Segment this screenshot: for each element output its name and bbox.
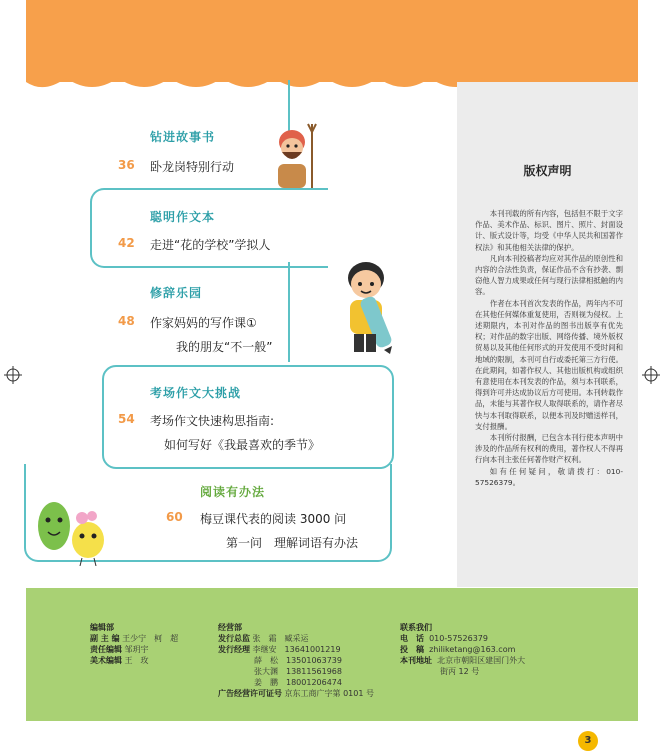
section-title: 修辞乐园: [150, 286, 203, 300]
page-number-label: 60: [166, 510, 183, 524]
section-title: 阅读有办法: [200, 485, 266, 499]
page-number-label: 48: [118, 314, 135, 328]
page-number-label: 54: [118, 412, 135, 426]
masthead-row: 张大渊 13811561968: [254, 667, 342, 676]
business-section: [218, 622, 374, 699]
contact-heading: 联系我们: [400, 623, 432, 632]
editorial-heading: 编辑部: [90, 623, 114, 632]
copyright-paragraph: 如有任何疑问，敬请拨打：010-57526379。: [475, 466, 623, 487]
boy-with-pencil-illustration: [338, 258, 410, 358]
page-number-label: 42: [118, 236, 135, 250]
masthead-row: 发行总监 张 霜 臧采运: [218, 634, 309, 643]
toc-entry-subtitle[interactable]: 第一问 理解词语有办法: [226, 536, 359, 550]
toc-entry-link[interactable]: 卧龙岗特别行动: [150, 160, 235, 174]
masthead-row: 发行经理 李继安 13641001219: [218, 645, 341, 654]
page-number-badge: 3: [578, 731, 598, 751]
masthead-row: 薛 松 13501063739: [254, 656, 342, 665]
copyright-paragraph: 作者在本刊首次发表的作品，两年内不可在其他任何媒体重复使用，否则视为侵权。上述期限内，本刊对作品的图书出版享有优先权；对作品的数字出版、网络传播、境外版权贸易以及其他任何形式的开发使用不受时间和地域的限制，本刊可自行或委托第三方行使。在此期间，如著作权人、其他出版机构或组织有意使用在本刊发表的作品，须与本刊联系，得到许可并达成协议后方可使用。本刊转载作品，未能与其著作权人取得联系的，请作者尽快与本刊取得联系，以便本刊及时赠送样刊，支付报酬。: [475, 298, 623, 431]
masthead-row: 责任编辑 邹玥宇: [90, 645, 149, 654]
contact-section: [400, 622, 525, 677]
masthead-row: 电 话 010-57526379: [400, 634, 488, 643]
masthead-row: 街丙 12 号: [440, 667, 480, 676]
toc-entry-link[interactable]: 走进“花的学校”学拟人: [150, 238, 271, 252]
warrior-character-illustration: [268, 122, 324, 194]
section-title: 考场作文大挑战: [150, 386, 242, 400]
registration-mark-left-icon: [4, 366, 22, 384]
masthead-row: 投 稿 zhiliketang@163.com: [400, 645, 516, 654]
connector-line: [288, 262, 290, 362]
copyright-paragraph: 凡向本刊投稿者均应对其作品的原创性和内容的合法性负责，保证作品不含有抄袭、剽窃他人智力成果或任何与现行法律相抵触的内容。: [475, 253, 623, 297]
email-link[interactable]: zhiliketang@163.com: [429, 645, 516, 654]
registration-mark-right-icon: [642, 366, 660, 384]
vegetable-characters-illustration: [32, 490, 112, 570]
page-number-label: 36: [118, 158, 135, 172]
business-heading: 经营部: [218, 623, 242, 632]
editorial-section: [90, 622, 178, 666]
section-title: 钻进故事书: [150, 130, 216, 144]
toc-entry-link[interactable]: 作家妈妈的写作课①: [150, 316, 257, 330]
masthead-row: 本刊地址 北京市朝阳区建国门外大: [400, 656, 526, 665]
toc-entry-subtitle[interactable]: 如何写好《我最喜欢的季节》: [164, 438, 321, 452]
toc-entry-link[interactable]: 梅豆课代表的阅读 3000 问: [200, 512, 347, 526]
copyright-title: 版权声明: [523, 164, 572, 178]
section-frame: [90, 188, 328, 268]
masthead-row: 姜 鹏 18001206474: [254, 678, 342, 687]
copyright-paragraph: 本刊刊载的所有内容，包括但不限于文字作品、美术作品、标识、图片、照片、封面设计、版式设计等，均受《中华人民共和国著作权法》和其他相关法律的保护。: [475, 209, 623, 252]
copyright-body: [475, 208, 623, 488]
toc-entry-subtitle[interactable]: 我的朋友“不一般”: [176, 340, 273, 354]
section-title: 聪明作文本: [150, 210, 216, 224]
copyright-paragraph: 本刊所付报酬，已包含本刊行使本声明中涉及的作品所有权利的费用，著作权人不得再行向本刊主张任何著作财产权利。: [475, 433, 623, 465]
masthead-row: 副 主 编 王少宁 柯 超: [90, 634, 179, 643]
masthead-row: 美术编辑 王 玫: [90, 656, 149, 665]
masthead-row: 广告经营许可证号 京东工商广字第 0101 号: [218, 689, 374, 698]
toc-entry-link[interactable]: 考场作文快速构思指南:: [150, 414, 275, 428]
